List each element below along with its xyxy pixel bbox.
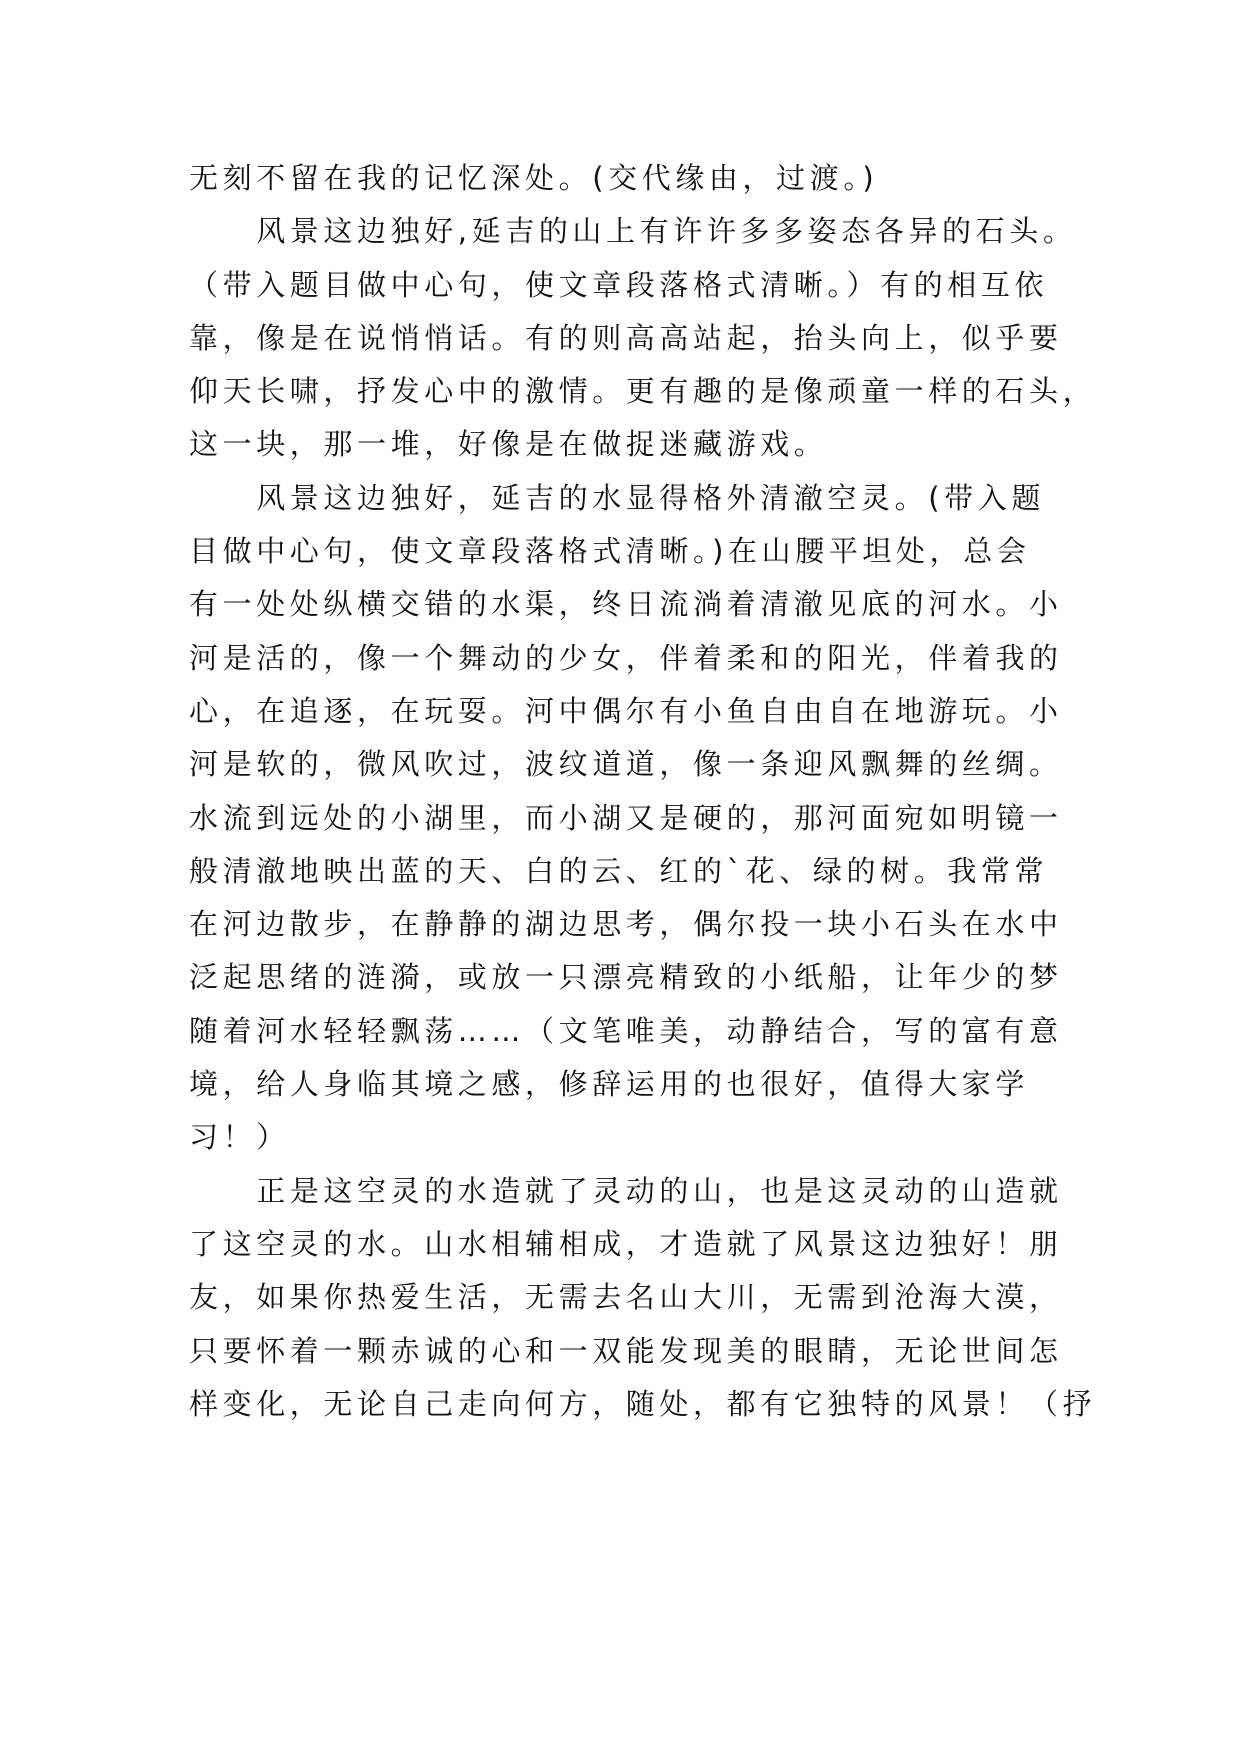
text-line-6: 这一块，那一堆，好像是在做捉迷藏游戏。 — [189, 427, 828, 462]
text-line-7: 风景这边独好，延吉的水显得格外清澈空灵。(带入题 — [189, 480, 1045, 515]
text-line-14: 般清澈地映出蓝的天、白的云、红的`花、绿的树。我常常 — [189, 853, 1049, 888]
text-line-20: 正是这空灵的水造就了灵动的山，也是这灵动的山造就 — [189, 1173, 1063, 1208]
text-line-4: 靠，像是在说悄悄话。有的则高高站起，抬头向上，似乎要 — [189, 320, 1063, 355]
text-line-8: 目做中心句，使文章段落格式清晰。)在山腰平坦处，总会 — [189, 534, 1031, 569]
text-line-13: 水流到远处的小湖里，而小湖又是硬的，那河面宛如明镜一 — [189, 800, 1063, 835]
text-line-15: 在河边散步，在静静的湖边思考，偶尔投一块小石头在水中 — [189, 907, 1063, 942]
text-line-5: 仰天长啸，抒发心中的激情。更有趣的是像顽童一样的石头， — [189, 374, 1097, 409]
text-line-24: 样变化，无论自己走向何方，随处，都有它独特的风景！（抒 — [189, 1386, 1097, 1421]
text-line-17: 随着河水轻轻飘荡……（文笔唯美，动静结合，写的富有意 — [189, 1013, 1063, 1048]
text-line-21: 了这空灵的水。山水相辅相成，才造就了风景这边独好！朋 — [189, 1226, 1063, 1261]
text-line-16: 泛起思绪的涟漪，或放一只漂亮精致的小纸船，让年少的梦 — [189, 960, 1063, 995]
text-line-2: 风景这边独好,延吉的山上有许许多多姿态各异的石头。 — [189, 214, 1077, 249]
text-line-3: （带入题目做中心句，使文章段落格式清晰。）有的相互依 — [189, 267, 1049, 302]
text-line-18: 境，给人身临其境之感，修辞运用的也很好，值得大家学 — [189, 1067, 1030, 1102]
text-line-19: 习！） — [189, 1120, 290, 1155]
text-line-12: 河是软的，微风吹过，波纹道道，像一条迎风飘舞的丝绸。 — [189, 747, 1063, 782]
text-line-23: 只要怀着一颗赤诚的心和一双能发现美的眼睛，无论世间怎 — [189, 1333, 1063, 1368]
text-line-10: 河是活的，像一个舞动的少女，伴着柔和的阳光，伴着我的 — [189, 640, 1063, 675]
text-line-11: 心，在追逐，在玩耍。河中偶尔有小鱼自由自在地游玩。小 — [189, 693, 1063, 728]
text-line-1: 无刻不留在我的记忆深处。(交代缘由，过渡。) — [189, 161, 879, 195]
essay-body-text — [189, 152, 1097, 1431]
text-line-22: 友，如果你热爱生活，无需去名山大川，无需到沧海大漠， — [189, 1280, 1063, 1315]
text-line-9: 有一处处纵横交错的水渠，终日流淌着清澈见底的河水。小 — [189, 587, 1063, 622]
